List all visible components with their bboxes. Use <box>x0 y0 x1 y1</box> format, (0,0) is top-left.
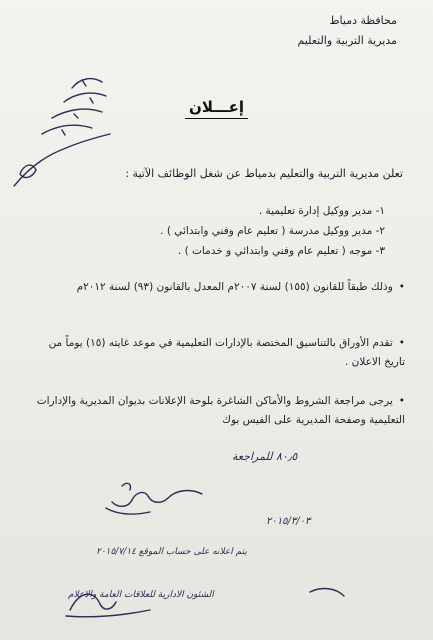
conditions-paragraph: •يرجى مراجعة الشروط والأماكن الشاغرة بلوحة الإعلانات بديوان المديرية والإدارات التعليمية وصفحة المديرية على الفيس بوك <box>35 392 405 430</box>
submission-paragraph: •تقدم الأوراق بالتناسيق المختصة بالإدارات التعليمية في موعد غايته (١٥) يوماً من تاريخ الاعلان . <box>35 334 405 372</box>
bullet-icon: • <box>398 281 405 293</box>
governorate-header: محافظة دمياط <box>329 14 397 27</box>
position-item-3: ٣- موجه ( تعليم عام وفني وابتدائي و خدمات ) . <box>177 245 385 257</box>
handwritten-department-note: الشئون الادارية للعلاقات العامة والاعلام <box>68 590 214 600</box>
directorate-header: مديرية التربية والتعليم <box>297 34 397 47</box>
signature-1 <box>92 478 212 522</box>
handwritten-date: ٢٠١٥/٣/٠٣ <box>266 516 311 527</box>
handwritten-review-note: ٨٠٫٥ للمراجعة <box>232 450 298 463</box>
signature-2 <box>60 580 360 620</box>
bullet-icon: • <box>398 395 405 407</box>
position-item-1: ١- مدير ووكيل إدارة تعليمية . <box>258 205 385 217</box>
position-item-2: ٢- مدير ووكيل مدرسة ( تعليم عام وفني وابتدائي ) . <box>160 225 385 237</box>
handwritten-publication-note: يتم اعلانه على حساب الموقع ٢٠١٥/٧/١٤ <box>96 547 247 557</box>
law-reference-paragraph: •وذلك طبقاً للقانون (١٥٥) لسنة ٢٠٠٧م المعدل بالقانون (٩٣) لسنة ٢٠١٢م <box>35 278 405 297</box>
intro-text: تعلن مديرية التربية والتعليم بدمياط عن شغل الوظائف الآتية : <box>125 167 403 180</box>
bullet-icon: • <box>398 337 405 349</box>
announcement-title: إعـــلان <box>0 98 433 116</box>
